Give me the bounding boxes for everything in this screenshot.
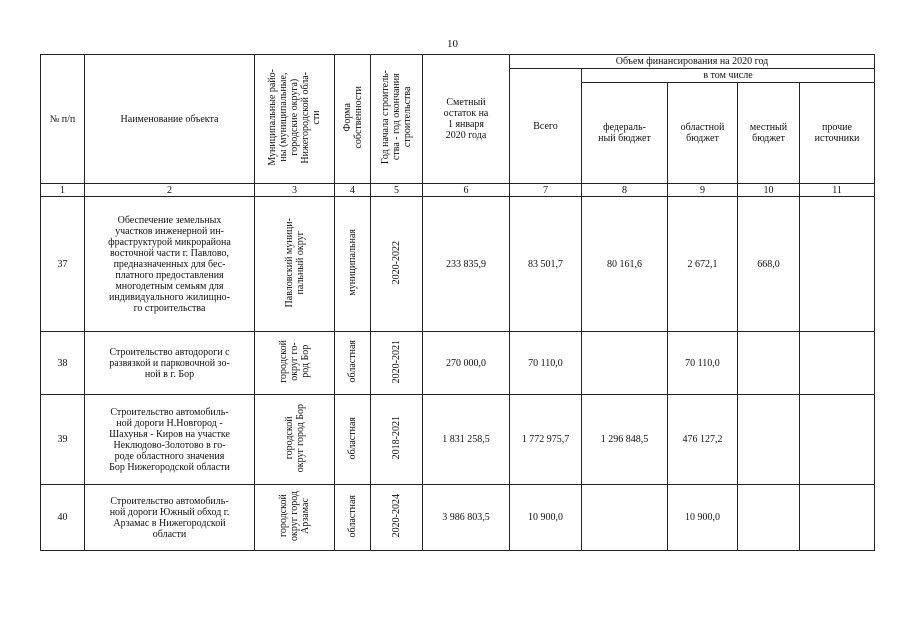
other-cell xyxy=(800,332,875,395)
local-cell xyxy=(738,395,800,485)
district-cell: городской округ город Арзамас xyxy=(255,485,335,551)
row-number: 37 xyxy=(41,197,85,332)
header-local: местный бюджет xyxy=(738,83,800,184)
column-number: 9 xyxy=(668,184,738,197)
row-number: 39 xyxy=(41,395,85,485)
header-row-1 xyxy=(41,55,875,69)
header-financing: Объем финансирования на 2020 год xyxy=(510,55,875,69)
total-cell: 1 772 975,7 xyxy=(510,395,582,485)
header-regional: областной бюджет xyxy=(668,83,738,184)
total-cell: 70 110,0 xyxy=(510,332,582,395)
object-name: Обеспечение земельных участков инженерной ин- фраструктурой микрорайона восточной части г. Павлово, предназначенных для бес- платного предоставления многодетным семьям для индивидуального жилищно- го строительства xyxy=(85,197,255,332)
ownership-cell: муниципальная xyxy=(335,197,371,332)
years-cell: 2020-2024 xyxy=(371,485,423,551)
other-cell xyxy=(800,485,875,551)
column-number: 10 xyxy=(738,184,800,197)
other-cell xyxy=(800,395,875,485)
header-name: Наименование объекта xyxy=(85,55,255,184)
column-number: 4 xyxy=(335,184,371,197)
federal-cell: 80 161,6 xyxy=(582,197,668,332)
ownership-cell: областная xyxy=(335,332,371,395)
column-number: 6 xyxy=(423,184,510,197)
header-no: № п/п xyxy=(41,55,85,184)
header-total: Всего xyxy=(510,69,582,184)
estimate-cell: 1 831 258,5 xyxy=(423,395,510,485)
table-row xyxy=(41,395,875,485)
other-cell xyxy=(800,197,875,332)
years-cell: 2018-2021 xyxy=(371,395,423,485)
local-cell xyxy=(738,485,800,551)
row-number: 38 xyxy=(41,332,85,395)
estimate-cell: 3 986 803,5 xyxy=(423,485,510,551)
column-number: 2 xyxy=(85,184,255,197)
column-number: 7 xyxy=(510,184,582,197)
header-estimate: Сметный остаток на 1 января 2020 года xyxy=(423,55,510,184)
total-cell: 10 900,0 xyxy=(510,485,582,551)
header-district: Муниципальные райо- ны (муниципальные, городские округа) Нижегородской обла- сти xyxy=(255,55,335,184)
header-ownership: Форма собственности xyxy=(335,55,371,184)
regional-cell: 476 127,2 xyxy=(668,395,738,485)
total-cell: 83 501,7 xyxy=(510,197,582,332)
years-cell: 2020-2021 xyxy=(371,332,423,395)
regional-cell: 70 110,0 xyxy=(668,332,738,395)
ownership-cell: областная xyxy=(335,395,371,485)
header-federal: федераль- ный бюджет xyxy=(582,83,668,184)
local-cell xyxy=(738,332,800,395)
table-row xyxy=(41,332,875,395)
federal-cell: 1 296 848,5 xyxy=(582,395,668,485)
regional-cell: 2 672,1 xyxy=(668,197,738,332)
object-name: Строительство автомобиль- ной дороги Н.Новгород - Шахунья - Киров на участке Неклюдово-Золотово в го- роде областного значения Бор Нижегородской области xyxy=(85,395,255,485)
column-number: 11 xyxy=(800,184,875,197)
table-row xyxy=(41,197,875,332)
estimate-cell: 270 000,0 xyxy=(423,332,510,395)
local-cell: 668,0 xyxy=(738,197,800,332)
header-other: прочие источники xyxy=(800,83,875,184)
header-including: в том числе xyxy=(582,69,875,83)
federal-cell xyxy=(582,332,668,395)
column-number: 8 xyxy=(582,184,668,197)
table-row xyxy=(41,485,875,551)
object-name: Строительство автодороги с развязкой и парковочной зо- ной в г. Бор xyxy=(85,332,255,395)
investment-table xyxy=(40,54,875,551)
object-name: Строительство автомобиль- ной дороги Южный обход г. Арзамас в Нижегородской области xyxy=(85,485,255,551)
years-cell: 2020-2022 xyxy=(371,197,423,332)
district-cell: городской округ город Бор xyxy=(255,395,335,485)
district-cell: городской округ го- род Бор xyxy=(255,332,335,395)
regional-cell: 10 900,0 xyxy=(668,485,738,551)
column-number-row xyxy=(41,184,875,197)
page-number: 10 xyxy=(447,38,458,50)
column-number: 3 xyxy=(255,184,335,197)
row-number: 40 xyxy=(41,485,85,551)
district-cell: Павловский муници- пальный округ xyxy=(255,197,335,332)
column-number: 1 xyxy=(41,184,85,197)
ownership-cell: областная xyxy=(335,485,371,551)
header-years: Год начала строитель- ства - год окончания строительства xyxy=(371,55,423,184)
column-number: 5 xyxy=(371,184,423,197)
federal-cell xyxy=(582,485,668,551)
estimate-cell: 233 835,9 xyxy=(423,197,510,332)
